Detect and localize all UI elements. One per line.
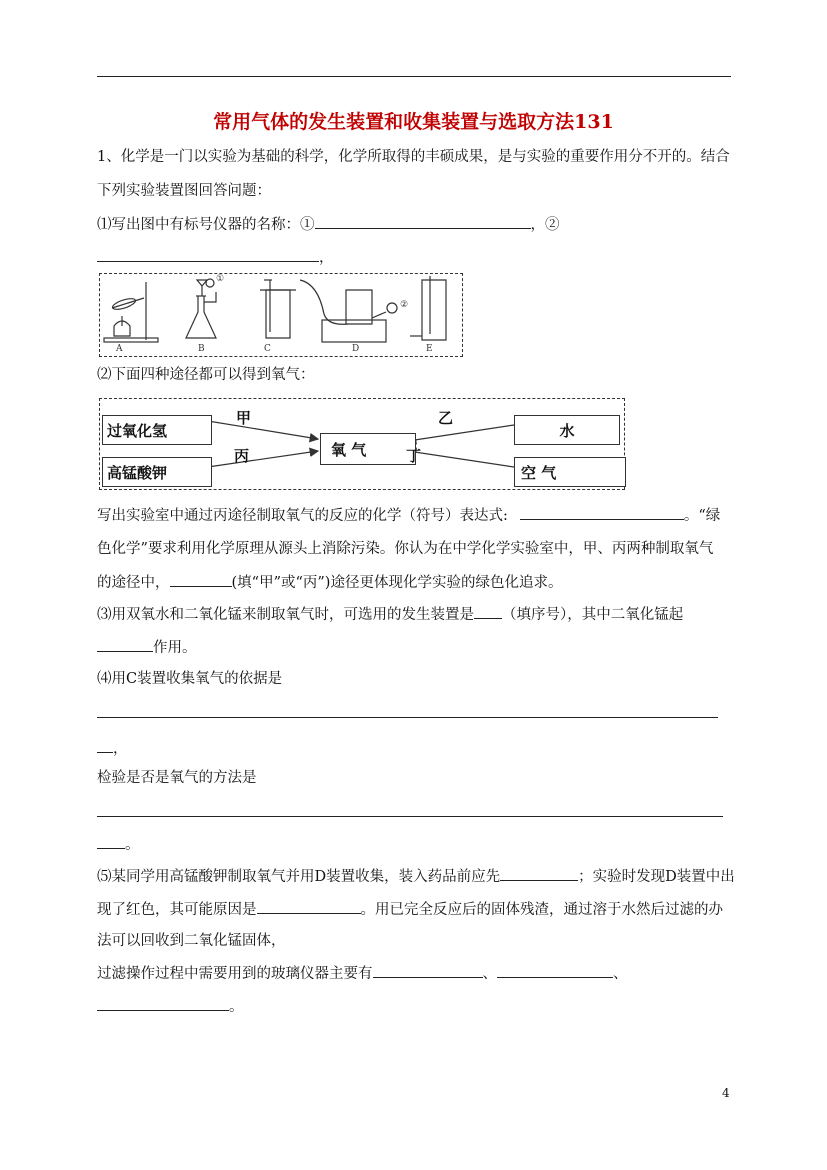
sub5-line4 — [97, 963, 628, 984]
p2-line3 — [97, 572, 562, 593]
sub3-text: ⑶用双氧水和二氧化锰来制取氧气时，可选用的发生装置是 — [97, 607, 474, 623]
box-oxygen — [320, 433, 416, 465]
sub5-text2: ；实验时发现D装置中出 — [578, 869, 735, 885]
route-label-ding: 丁 — [406, 447, 422, 465]
sub4-end: ， — [113, 741, 128, 757]
sub3-line2 — [97, 637, 197, 658]
answer-blank-glass-3[interactable] — [97, 996, 229, 1011]
top-rule — [97, 76, 731, 77]
box-potassium-permanganate-label: 高锰酸钾 — [107, 463, 168, 482]
apparatus-drawing — [100, 274, 462, 356]
sub5-line2 — [97, 899, 723, 920]
sub1-end: ， — [319, 250, 334, 266]
box-air — [514, 457, 626, 487]
sub5-line3: 法可以回收到二氧化锰固体， — [97, 933, 286, 949]
answer-blank-equation[interactable] — [520, 505, 684, 520]
sub5-line2-end: 。用已完全反应后的固体残渣，通过溶于水然后过滤的办 — [360, 902, 723, 918]
apparatus-label-c: C — [264, 344, 271, 354]
answer-line-check[interactable] — [97, 816, 723, 817]
answer-blank-glass-1[interactable] — [373, 963, 483, 978]
apparatus-figure — [99, 273, 463, 357]
p2-line1-end: 。“绿 — [683, 508, 721, 524]
box-hydrogen-peroxide-label: 过氧化氢 — [107, 421, 168, 440]
sub5-line1 — [97, 866, 735, 887]
route-label-yi: 乙 — [438, 409, 454, 427]
check-line2 — [97, 834, 140, 855]
q1-line2: 下列实验装置图回答问题： — [97, 183, 271, 199]
box-air-label: 空 气 — [521, 463, 557, 482]
apparatus-label-b: B — [198, 344, 205, 354]
apparatus-label-a: A — [116, 344, 123, 354]
answer-blank-check-end[interactable] — [97, 834, 125, 849]
route-label-bing: 丙 — [234, 447, 250, 465]
page-title: 常用气体的发生装置和收集装置与选取方法131 — [213, 111, 614, 133]
sub4-line2 — [97, 738, 128, 759]
route-label-jia: 甲 — [236, 409, 252, 427]
page-number: 4 — [722, 1086, 730, 1100]
sub5-text: ⑸某同学用高锰酸钾制取氧气并用D装置收集，装入药品前应先 — [97, 869, 501, 885]
box-potassium-permanganate — [102, 457, 212, 487]
sub1-line2 — [97, 247, 334, 268]
sub1-sep: ，② — [530, 217, 560, 233]
sub1-prefix: ⑴写出图中有标号仪器的名称：① — [97, 217, 315, 233]
box-water-label: 水 — [559, 421, 575, 440]
sub5-end: 。 — [229, 999, 244, 1015]
oxygen-route-diagram — [99, 398, 625, 490]
box-hydrogen-peroxide — [102, 415, 212, 445]
sub5-line5 — [97, 996, 244, 1017]
sub5-sep-2: 、 — [613, 966, 628, 982]
sub4: ⑷用C装置收集氧气的依据是 — [97, 671, 283, 687]
p2-line1-text: 写出实验室中通过丙途径制取氧气的反应的化学（符号）表达式: — [97, 508, 508, 524]
p2-line1 — [97, 505, 720, 526]
answer-blank-1[interactable] — [315, 214, 531, 229]
answer-blank-route[interactable] — [170, 572, 232, 587]
q1-line1: 1、化学是一门以实验为基础的科学，化学所取得的丰硕成果，是与实验的重要作用分不开的。结合 — [97, 149, 730, 165]
answer-blank-device[interactable] — [474, 604, 502, 619]
p2-line3-end: (填“甲”或“丙”)途径更体现化学实验的绿色化追求。 — [231, 575, 563, 591]
answer-blank-prep[interactable] — [500, 866, 578, 881]
sub3-end: 作用。 — [153, 640, 197, 656]
box-water — [514, 415, 620, 445]
sub3-line1 — [97, 604, 683, 625]
box-oxygen-label: 氧 气 — [331, 440, 367, 459]
apparatus-label-d: D — [352, 344, 360, 354]
apparatus-mark-2: ② — [400, 300, 409, 310]
check-end: 。 — [125, 837, 140, 853]
sub2: ⑵下面四种途径都可以得到氧气： — [97, 367, 315, 383]
sub5-line4-text: 过滤操作过程中需要用到的玻璃仪器主要有 — [97, 966, 373, 982]
answer-blank-glass-2[interactable] — [497, 963, 613, 978]
sub3-text2: （填序号），其中二氧化锰起 — [502, 607, 684, 623]
apparatus-label-e: E — [426, 344, 433, 354]
sub5-line2-text: 现了红色，其可能原因是 — [97, 902, 257, 918]
answer-blank-role[interactable] — [97, 637, 153, 652]
apparatus-mark-1: ① — [216, 274, 225, 284]
p2-line3-text: 的途径中， — [97, 575, 170, 591]
check-text: 检验是否是氧气的方法是 — [97, 770, 257, 786]
p2-line2: 色化学”要求利用化学原理从源头上消除污染。你认为在中学化学实验室中，甲、丙两种制取氧气 — [97, 541, 714, 557]
answer-blank-2[interactable] — [97, 247, 319, 262]
sub1-line — [97, 214, 560, 235]
answer-blank-reason[interactable] — [257, 899, 361, 914]
answer-line-basis[interactable] — [97, 717, 718, 718]
answer-blank-basis-end[interactable] — [97, 738, 113, 753]
sub5-sep-1: 、 — [482, 966, 497, 982]
